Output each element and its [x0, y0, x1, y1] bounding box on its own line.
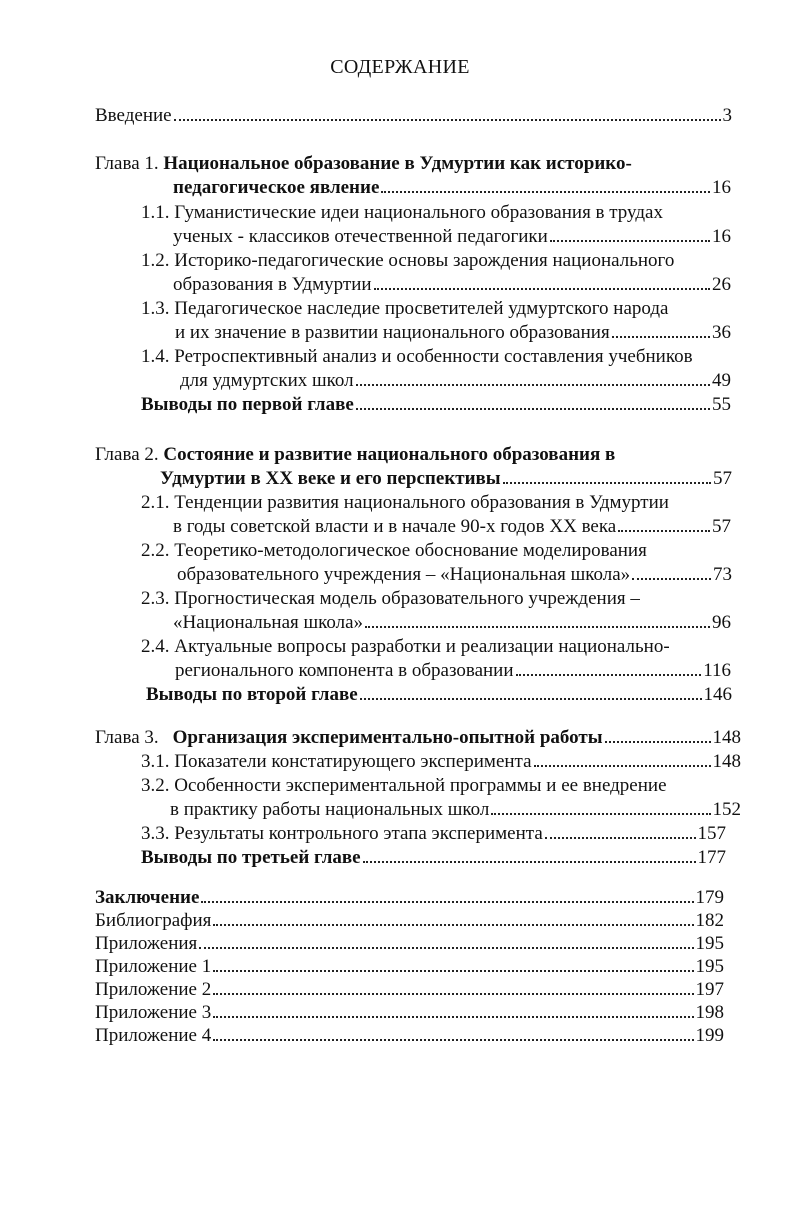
dot-leader	[503, 482, 711, 484]
toc-page-number: 16	[712, 177, 731, 198]
toc-label: ученых - классиков отечественной педагогики	[173, 226, 548, 247]
dot-leader	[356, 408, 710, 410]
toc-label: образовательного учреждения – «Национальная школа»	[177, 564, 631, 585]
toc-section-3-3[interactable]	[141, 822, 726, 846]
toc-page-number: 36	[712, 322, 731, 343]
toc-label: и их значение в развитии национального образования	[175, 322, 610, 343]
toc-page-number: 3	[722, 105, 732, 126]
toc-page-number: 148	[712, 727, 741, 748]
toc-label: в практику работы национальных школ	[170, 799, 490, 820]
toc-section-3-1[interactable]	[141, 750, 741, 774]
toc-section-2-1-title[interactable]: 2.1. Тенденции развития национального образования в Удмуртии	[141, 492, 669, 513]
toc-section-2-4-title[interactable]: 2.4. Актуальные вопросы разработки и реализации национально-	[141, 636, 670, 657]
chapter-title: Национальное образование в Удмуртии как историко-	[163, 153, 632, 174]
toc-section-1-2-title[interactable]: 1.2. Историко-педагогические основы зарождения национального	[141, 250, 675, 271]
dot-leader	[356, 384, 710, 386]
toc-conclusions-1[interactable]	[141, 393, 731, 417]
toc-chapter-2-title[interactable]	[95, 443, 615, 467]
toc-label: Приложение 1	[95, 956, 212, 977]
toc-section-2-1[interactable]	[173, 515, 731, 539]
toc-page-number: 96	[712, 612, 731, 633]
toc-entry-appendix-2[interactable]	[95, 978, 724, 1002]
toc-section-2-3-title[interactable]: 2.3. Прогностическая модель образовательного учреждения –	[141, 588, 640, 609]
dot-leader	[632, 578, 711, 580]
toc-section-2-2[interactable]	[177, 563, 732, 587]
dot-leader	[534, 765, 711, 767]
toc-chapter-1[interactable]	[173, 176, 731, 200]
toc-label: в годы советской власти и в начале 90-х годов XX века	[173, 516, 617, 537]
dot-leader	[363, 861, 696, 863]
toc-label: Выводы по первой главе	[141, 394, 354, 415]
chapter-prefix: Глава 2.	[95, 444, 159, 465]
toc-entry-conclusion[interactable]	[95, 886, 724, 910]
dot-leader	[201, 901, 693, 903]
dot-leader	[516, 674, 702, 676]
toc-label: Выводы по второй главе	[146, 684, 358, 705]
dot-leader	[213, 993, 693, 995]
toc-page-number: 146	[703, 684, 732, 705]
toc-conclusions-2[interactable]	[146, 683, 732, 707]
toc-page-number: 116	[703, 660, 731, 681]
toc-section-2-2-title[interactable]: 2.2. Теоретико-методологическое обоснование моделирования	[141, 540, 647, 561]
dot-leader	[381, 191, 710, 193]
toc-entry-appendix-1[interactable]	[95, 955, 724, 979]
toc-page-number: 199	[695, 1025, 724, 1046]
chapter-prefix: Глава 3.	[95, 727, 159, 748]
toc-page-number: 152	[712, 799, 741, 820]
toc-label: 3.3. Результаты контрольного этапа эксперимента	[141, 823, 543, 844]
toc-entry-appendix-4[interactable]	[95, 1024, 724, 1048]
toc-page-number: 55	[712, 394, 731, 415]
dot-leader	[612, 336, 710, 338]
chapter-title: Организация экспериментально-опытной работы	[172, 727, 603, 748]
toc-entry-bibliography[interactable]	[95, 909, 724, 933]
dot-leader	[618, 530, 710, 532]
toc-page-number: 157	[697, 823, 726, 844]
toc-section-1-1-title[interactable]: 1.1. Гуманистические идеи национального образования в трудах	[141, 202, 663, 223]
toc-page-number: 182	[695, 910, 724, 931]
toc-page-number: 195	[695, 956, 724, 977]
toc-section-3-2[interactable]	[170, 798, 741, 822]
toc-label: Библиография	[95, 910, 212, 931]
toc-section-2-4[interactable]	[175, 659, 731, 683]
toc-label: Приложение 2	[95, 979, 212, 1000]
dot-leader	[550, 240, 710, 242]
toc-page-number: 197	[695, 979, 724, 1000]
toc-page-number: 195	[695, 933, 724, 954]
toc-label: образования в Удмуртии	[173, 274, 372, 295]
toc-section-2-3[interactable]	[173, 611, 731, 635]
toc-entry-appendix-3[interactable]	[95, 1001, 724, 1025]
toc-label: Заключение	[95, 887, 200, 908]
toc-chapter-2[interactable]	[160, 467, 732, 491]
toc-chapter-3[interactable]	[95, 726, 741, 750]
dot-leader	[491, 813, 710, 815]
toc-chapter-1-title[interactable]	[95, 152, 632, 176]
dot-leader	[374, 288, 710, 290]
toc-label: Приложение 4	[95, 1025, 212, 1046]
toc-label: 3.1. Показатели констатирующего эксперимента	[141, 751, 532, 772]
toc-label: Выводы по третьей главе	[141, 847, 361, 868]
toc-label: «Национальная школа»	[173, 612, 364, 633]
toc-conclusions-3[interactable]	[141, 846, 726, 870]
chapter-title: Состояние и развитие национального образования в	[163, 444, 616, 465]
toc-page-number: 57	[712, 516, 731, 537]
chapter-title-cont: Удмуртии в XX веке и его перспективы	[160, 468, 501, 489]
toc-page-number: 177	[697, 847, 726, 868]
toc-section-1-2[interactable]	[173, 273, 731, 297]
dot-leader	[545, 837, 696, 839]
toc-label: для удмуртских школ	[180, 370, 354, 391]
toc-page-number: 26	[712, 274, 731, 295]
toc-section-1-3[interactable]	[175, 321, 731, 345]
dot-leader	[213, 924, 693, 926]
toc-page-number: 148	[712, 751, 741, 772]
chapter-prefix: Глава 1.	[95, 153, 159, 174]
toc-label: Приложения	[95, 933, 198, 954]
chapter-title-cont: педагогическое явление	[173, 177, 380, 198]
toc-section-3-2-title[interactable]: 3.2. Особенности экспериментальной программы и ее внедрение	[141, 775, 667, 796]
toc-section-1-4[interactable]	[180, 369, 731, 393]
dot-leader	[213, 970, 693, 972]
toc-page-number: 16	[712, 226, 731, 247]
toc-page-number: 198	[695, 1002, 724, 1023]
toc-page-number: 49	[712, 370, 731, 391]
page-title: СОДЕРЖАНИЕ	[330, 56, 470, 78]
toc-label: Приложение 3	[95, 1002, 212, 1023]
toc-page-number: 57	[713, 468, 732, 489]
dot-leader	[199, 947, 693, 949]
dot-leader	[213, 1016, 693, 1018]
toc-label: Введение	[95, 105, 172, 126]
dot-leader	[174, 119, 721, 121]
dot-leader	[213, 1039, 693, 1041]
toc-section-1-3-title[interactable]: 1.3. Педагогическое наследие просветителей удмуртского народа	[141, 298, 669, 319]
toc-label: регионального компонента в образовании	[175, 660, 514, 681]
toc-entry-appendices[interactable]	[95, 932, 724, 956]
toc-entry-intro[interactable]	[95, 104, 732, 128]
dot-leader	[360, 698, 702, 700]
dot-leader	[365, 626, 710, 628]
toc-section-1-4-title[interactable]: 1.4. Ретроспективный анализ и особенности составления учебников	[141, 346, 693, 367]
toc-section-1-1[interactable]	[173, 225, 731, 249]
dot-leader	[605, 741, 711, 743]
toc-page-number: 179	[695, 887, 724, 908]
toc-page-number: 73	[713, 564, 732, 585]
